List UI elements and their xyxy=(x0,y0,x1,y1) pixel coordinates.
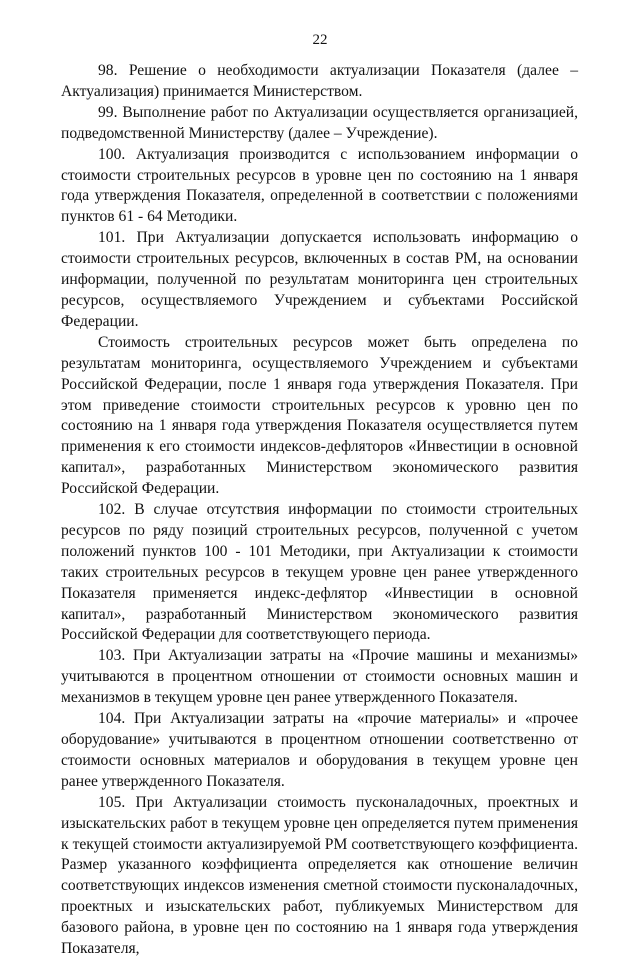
paragraph-102: 102. В случае отсутствия информации по стоимости строительных ресурсов по ряду позиций строительных ресурсов, полученной с учетом положений пунктов 100 - 101 Методики, при Актуализации к стоимости таких строительных ресурсов в текущем уровне цен ранее утвержденного Показателя применяется индекс-дефлятор «Инвестиции в основной капитал», разработанный Министерством экономического развития Российской Федерации для соответствующего периода. xyxy=(61,501,578,644)
paragraph-104: 104. При Актуализации затраты на «прочие материалы» и «прочее оборудование» учитываются в процентном отношении соответственно от стоимости основных материалов и оборудования в текущем уровне цен ранее утвержденного Показателя. xyxy=(61,710,578,790)
paragraph-103: 103. При Актуализации затраты на «Прочие машины и механизмы» учитываются в процентном отношении от стоимости основных машин и механизмов в текущем уровне цен ранее утвержденного Показателя. xyxy=(61,647,578,707)
paragraph-99: 99. Выполнение работ по Актуализации осуществляется организацией, подведомственной Министерству (далее – Учреждение). xyxy=(61,103,578,142)
paragraph-101: 101. При Актуализации допускается использовать информацию о стоимости строительных ресурсов, включенных в состав РМ, на основании информации, полученной по результатам мониторинга цен строительных ресурсов, осуществляемого Учреждением и субъектами Российской Федерации. xyxy=(61,229,578,330)
document-body xyxy=(61,61,578,960)
paragraph-101-continued: Стоимость строительных ресурсов может быть определена по результатам мониторинга, осуществляемого Учреждением и субъектами Российской Федерации, после 1 января года утверждения Показателя. При этом приведение стоимости строительных ресурсов к уровню цен по состоянию на 1 января года утверждения Показателя осуществляется путем применения к его стоимости индексов-дефляторов «Инвестиции в основной капитал», разработанных Министерством экономического развития Российской Федерации. xyxy=(61,333,578,498)
paragraph-100: 100. Актуализация производится с использованием информации о стоимости строительных ресурсов в уровне цен по состоянию на 1 января года утверждения Показателя, определенной в соответствии с положениями пунктов 61 - 64 Методики. xyxy=(61,145,578,226)
page-number: 22 xyxy=(312,32,328,48)
paragraph-105: 105. При Актуализации стоимость пусконаладочных, проектных и изыскательских работ в текущем уровне цен определяется путем применения к текущей стоимости актуализируемой РМ соответствующего коэффициента. Размер указанного коэффициента определяется как отношение величин соответствующих индексов изменения сметной стоимости пусконаладочных, проектных и изыскательских работ, публикуемых Министерством для базового района, в уровне цен по состоянию на 1 января года утверждения Показателя, xyxy=(61,793,578,958)
paragraph-98: 98. Решение о необходимости актуализации Показателя (далее – Актуализация) принимается Министерством. xyxy=(61,62,578,100)
